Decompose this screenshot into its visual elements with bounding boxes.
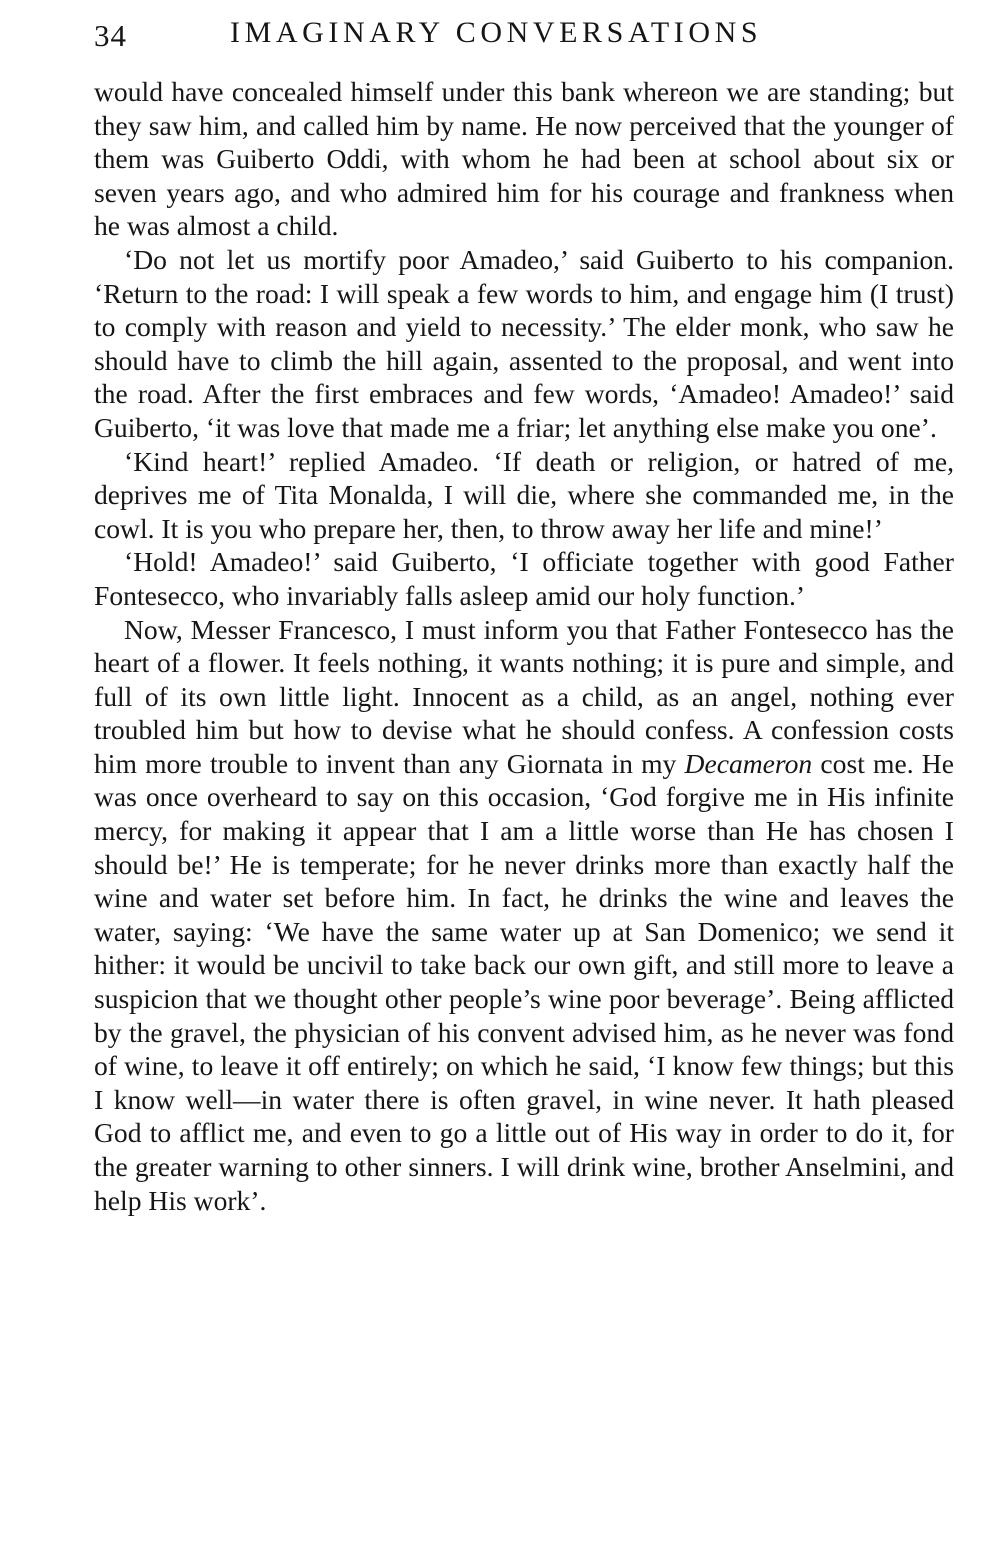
paragraph-4: ‘Hold! Amadeo!’ said Guiberto, ‘I officiate together with good Father Fontesecco, who invariably falls asleep amid our holy function.’: [94, 546, 954, 611]
paragraph-2: ‘Do not let us mortify poor Amadeo,’ said Guiberto to his companion. ‘Return to the road: I will speak a few words to him, and engage him (I trust) to comply with reason and yield to necessity.’ The elder monk, who saw he should have to climb the hill again, assented to the proposal, and went into the road. After the first embraces and few words, ‘Amadeo! Amadeo!’ said Guiberto, ‘it was love that made me a friar; let anything else make you one’.: [94, 243, 954, 443]
paragraph-5-text-after: cost me. He was once overheard to say on this occasion, ‘God forgive me in His infinite mercy, for making it appear that I am a little worse than He has chosen I should be!’ He is temperate; for he never drinks more than exactly half the wine and water set before him. In fact, he drinks the wine and leaves the water, saying: ‘We have the same water up at San Domenico; we send it hither: it would be uncivil to take back our own gift, and still more to leave a suspicion that we thought other people’s wine poor beverage’. Being afflicted by the gravel, the physician of his convent advised him, as he never was fond of wine, to leave it off entirely; on which he said, ‘I know few things; but this I know well—in water there is often gravel, in wine never. It hath pleased God to afflict me, and even to go a little out of His way in order to do it, for the greater warning to other sinners. I will drink wine, brother Anselmini, and help His work’.: [94, 747, 954, 1216]
running-head: [94, 12, 954, 60]
paragraph-5-text-before: Now, Messer Francesco, I must inform you that Father Fontesecco has the heart of a flower. It feels nothing, it wants nothing; it is pure and simple, and full of its own little light. Innocent as a child, as an angel, nothing ever troubled him but how to devise what he should confess. A confession costs him more trouble to invent than any Giornata in my: [94, 613, 954, 779]
body-text: [94, 75, 954, 1217]
page-number: 34: [94, 18, 127, 53]
paragraph-3: ‘Kind heart!’ replied Amadeo. ‘If death or religion, or hatred of me, deprives me of Tita Monalda, I will die, where she commanded me, in the cowl. It is you who prepare her, then, to throw away her life and mine!’: [94, 445, 954, 544]
paragraph-5: [94, 613, 954, 1218]
paragraph-1: would have concealed himself under this bank whereon we are standing; but they saw him, and called him by name. He now perceived that the younger of them was Guiberto Oddi, with whom he had been at school about six or seven years ago, and who admired him for his courage and frankness when he was almost a child.: [94, 76, 954, 242]
decameron-title: Decameron: [684, 747, 813, 779]
running-title: IMAGINARY CONVERSATIONS: [230, 16, 763, 49]
